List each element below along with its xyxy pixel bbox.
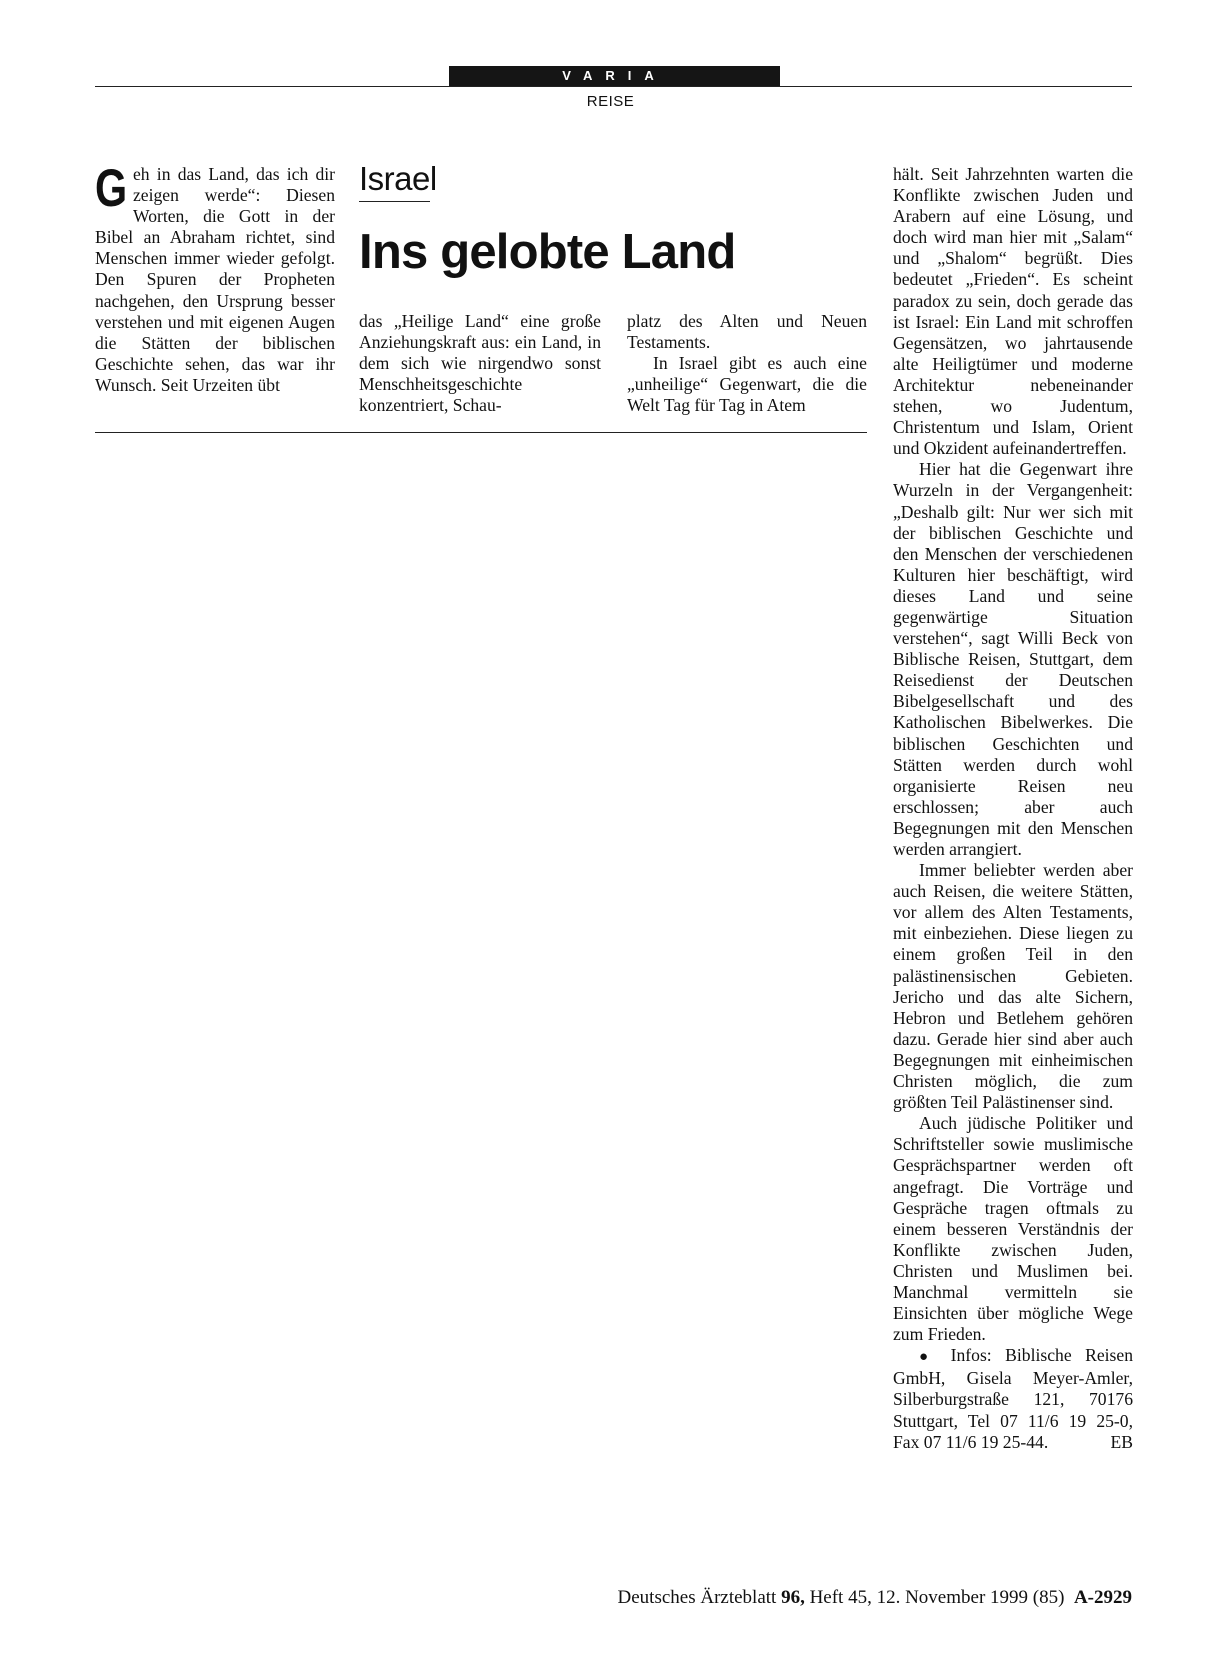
page-footer	[618, 1587, 1132, 1609]
drop-cap: G	[95, 164, 128, 218]
column-3-paragraph-1: platz des Alten und Neuen Testaments.	[627, 311, 867, 353]
header-rule	[95, 86, 1132, 87]
page-number: A-2929	[1073, 1587, 1132, 1608]
article-column-4	[893, 164, 1133, 1554]
article-headline: Ins gelobte Land	[359, 225, 736, 279]
issue-info: Heft 45, 12. November 1999 (85)	[809, 1587, 1065, 1608]
article-kicker: Israel	[359, 160, 437, 197]
journal-name: Deutsches Ärzteblatt	[617, 1587, 777, 1608]
rubric-label: REISE	[586, 93, 635, 110]
column-4-paragraph-3: Immer beliebter werden aber auch Reisen, die weitere Stätten, vor allem des Alten Testaments, mit einbeziehen. Diese liegen zu einem großen Teil in den palästinensischen Gebieten. Jericho und das alte Sichern, Hebron und Betlehem gehören dazu. Gerade hier sind aber auch Begegnungen mit einheimischen Christen möglich, die zum größten Teil Palästinenser sind.	[893, 860, 1133, 1113]
section-label: VARIA	[449, 66, 780, 86]
author-signature: EB	[1110, 1431, 1133, 1452]
columns-bottom-rule	[95, 432, 867, 433]
column-4-paragraph-1: hält. Seit Jahrzehnten warten die Konflikte zwischen Juden und Arabern auf eine Lösung, und doch wird man hier mit „Salam“ und „Shalom“ begrüßt. Dies bedeutet „Frieden“. Es scheint paradox zu sein, doch gerade das ist Israel: Ein Land mit schroffen Gegensätzen, wo jahrtausende alte Heiligtümer und moderne Architektur nebeneinander stehen, wo Judentum, Christentum und Islam, Orient und Okzident aufeinandertreffen.	[893, 164, 1133, 459]
bullet-icon: ●	[919, 1349, 938, 1366]
column-2-text: das „Heilige Land“ eine große Anziehungskraft aus: ein Land, in dem sich wie nirgendwo sonst Menschheitsgeschichte konzentriert, Schau-	[359, 311, 601, 416]
article-column-1	[95, 164, 335, 420]
journal-volume: 96,	[781, 1587, 805, 1608]
column-4-paragraph-2: Hier hat die Gegenwart ihre Wurzeln in der Vergangenheit: „Deshalb gilt: Nur wer sich mit der biblischen Geschichte und den Menschen der verschiedenen Kulturen hier beschäftigt, wird dieses Land und seine gegenwärtige Situation verstehen“, sagt Willi Beck von Biblische Reisen, Stuttgart, dem Reisedienst der Deutschen Bibelgesellschaft und des Katholischen Bibelwerkes. Die biblischen Geschichten und Stätten werden durch wohl organisierte Reisen neu erschlossen; aber auch Begegnungen mit den Menschen werden arrangiert.	[893, 459, 1133, 859]
article-column-2	[359, 311, 601, 421]
info-paragraph	[893, 1345, 1133, 1452]
article-column-3	[627, 311, 867, 421]
kicker-rule	[359, 201, 430, 202]
info-text: Infos: Biblische Reisen GmbH, Gisela Meyer-Amler, Silberburgstraße 121, 70176 Stuttgart, Tel 07 11/6 19 25-0, Fax 07 11/6 19 25-44.	[893, 1345, 1133, 1452]
column-3-paragraph-2: In Israel gibt es auch eine „unheilige“ Gegenwart, die die Welt Tag für Tag in Atem	[627, 353, 867, 416]
column-1-text: eh in das Land, das ich dir zeigen werde“: Diesen Worten, die Gott in der Bibel an Abraham richtet, sind Menschen immer wieder gefolgt. Den Spuren der Propheten nachgehen, den Ursprung besser verstehen und mit eigenen Augen die Stätten der biblischen Geschichte sehen, das war ihr Wunsch. Seit Urzeiten übt	[95, 164, 335, 395]
column-4-paragraph-4: Auch jüdische Politiker und Schriftsteller sowie muslimische Gesprächspartner werden oft angefragt. Die Vorträge und Gespräche tragen oftmals zu einem besseren Verständnis der Konflikte zwischen Juden, Christen und Muslimen bei. Manchmal vermitteln sie Einsichten über mögliche Wege zum Frieden.	[893, 1113, 1133, 1345]
